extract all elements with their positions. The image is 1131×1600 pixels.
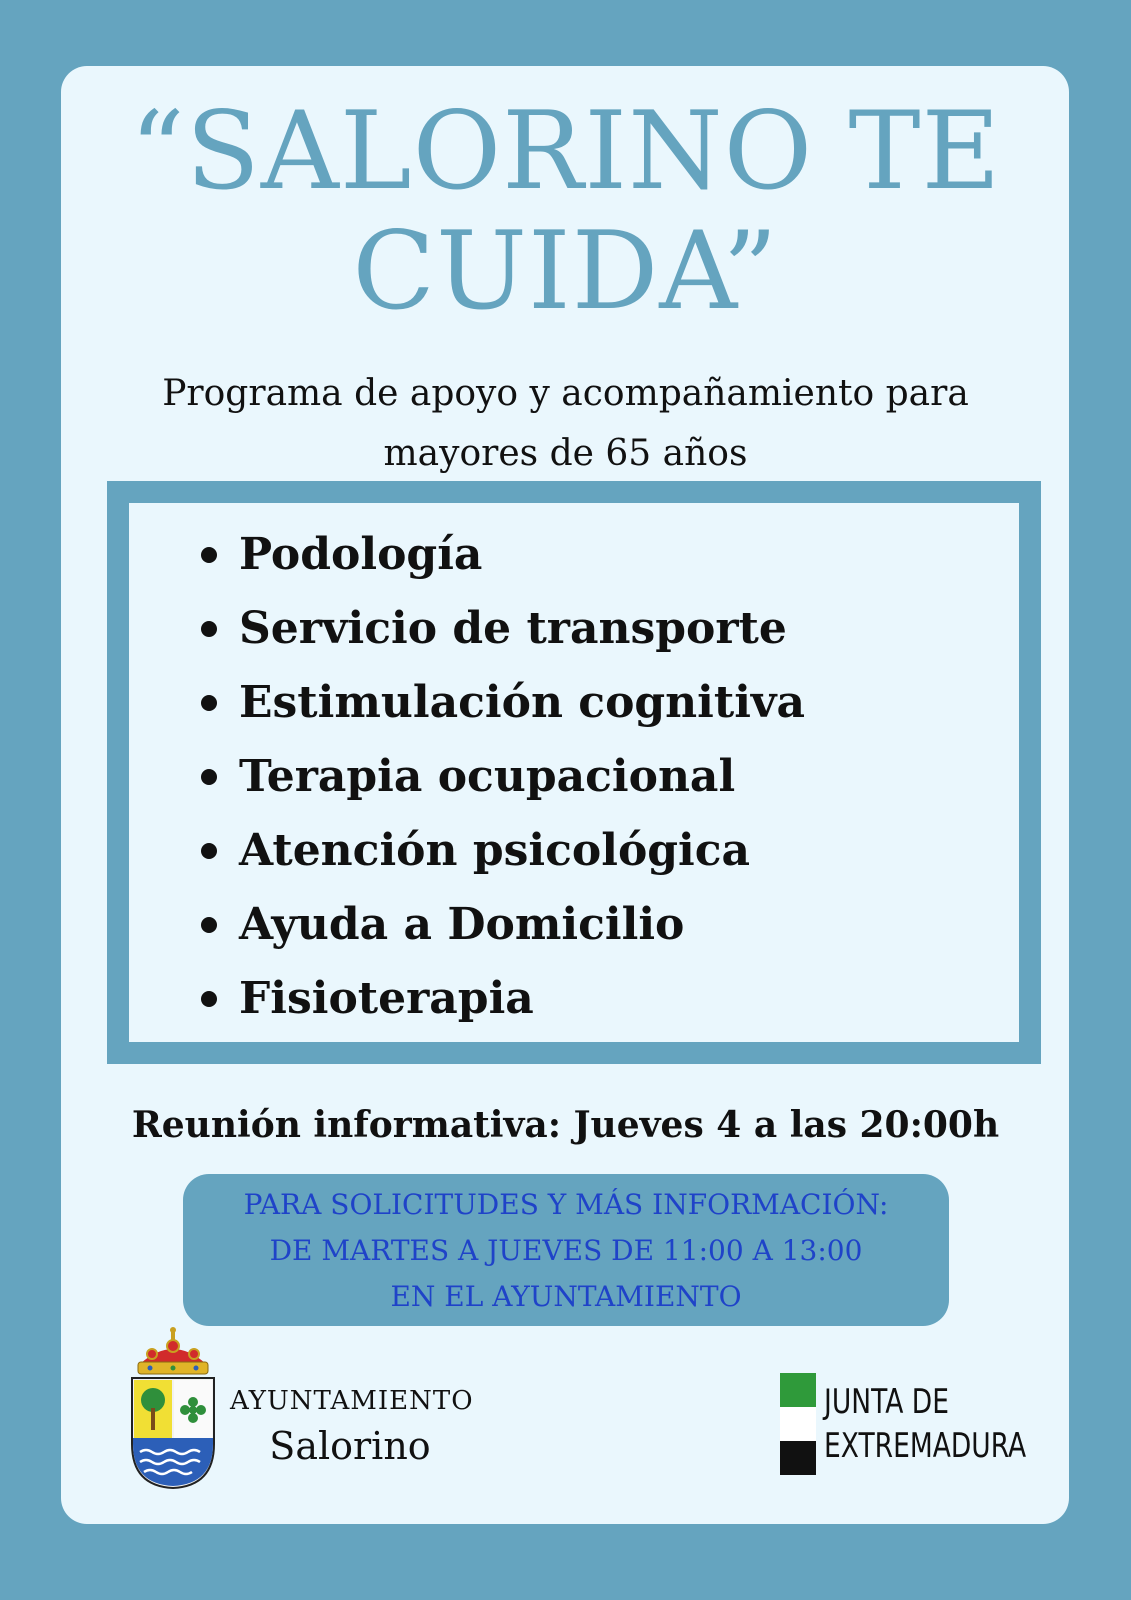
bullet-icon — [201, 547, 217, 563]
ayuntamiento-label-block — [230, 1386, 474, 1476]
service-item — [201, 888, 805, 962]
junta-line-1: JUNTA DE — [824, 1382, 949, 1422]
coat-of-arms-logo — [128, 1326, 218, 1490]
shield-icon — [132, 1378, 214, 1488]
bullet-icon — [201, 843, 217, 859]
service-label: Terapia ocupacional — [239, 751, 736, 802]
bullet-icon — [201, 621, 217, 637]
service-label: Estimulación cognitiva — [239, 677, 806, 728]
junta-logo-text — [824, 1380, 1026, 1468]
subtitle-line-2: mayores de 65 años — [383, 433, 748, 474]
title-line-1: “SALORINO TE — [129, 89, 1002, 214]
services-list — [201, 518, 805, 1036]
bullet-icon — [201, 917, 217, 933]
subtitle-line-1: Programa de apoyo y acompañamiento para — [162, 373, 969, 414]
service-item — [201, 814, 805, 888]
services-box-inner — [129, 503, 1019, 1042]
service-item — [201, 740, 805, 814]
bullet-icon — [201, 991, 217, 1007]
meeting-info: Reunión informativa: Jueves 4 a las 20:00h — [131, 1104, 1000, 1146]
services-box — [107, 481, 1041, 1064]
poster-title — [0, 89, 1131, 334]
ayuntamiento-label: AYUNTAMIENTO — [230, 1386, 474, 1416]
service-item — [201, 666, 805, 740]
bullet-icon — [201, 695, 217, 711]
bullet-icon — [201, 769, 217, 785]
service-label: Fisioterapia — [239, 973, 534, 1024]
service-label: Servicio de transporte — [239, 603, 787, 654]
junta-flag-logo — [780, 1373, 816, 1475]
service-item — [201, 518, 805, 592]
junta-line-2: EXTREMADURA — [824, 1426, 1027, 1466]
info-line-1: PARA SOLICITUDES Y MÁS INFORMACIÓN: — [243, 1188, 889, 1221]
service-item — [201, 592, 805, 666]
info-line-2: DE MARTES A JUEVES DE 11:00 A 13:00 — [269, 1234, 863, 1267]
title-line-2: CUIDA” — [352, 209, 779, 334]
service-label: Atención psicológica — [239, 825, 751, 876]
poster-subtitle — [0, 364, 1131, 484]
town-name: Salorino — [269, 1424, 431, 1468]
info-panel — [183, 1174, 949, 1326]
crown-icon — [138, 1327, 208, 1374]
service-label: Ayuda a Domicilio — [239, 899, 685, 950]
service-item — [201, 962, 805, 1036]
info-line-3: EN EL AYUNTAMIENTO — [390, 1280, 742, 1313]
service-label: Podología — [239, 529, 483, 580]
